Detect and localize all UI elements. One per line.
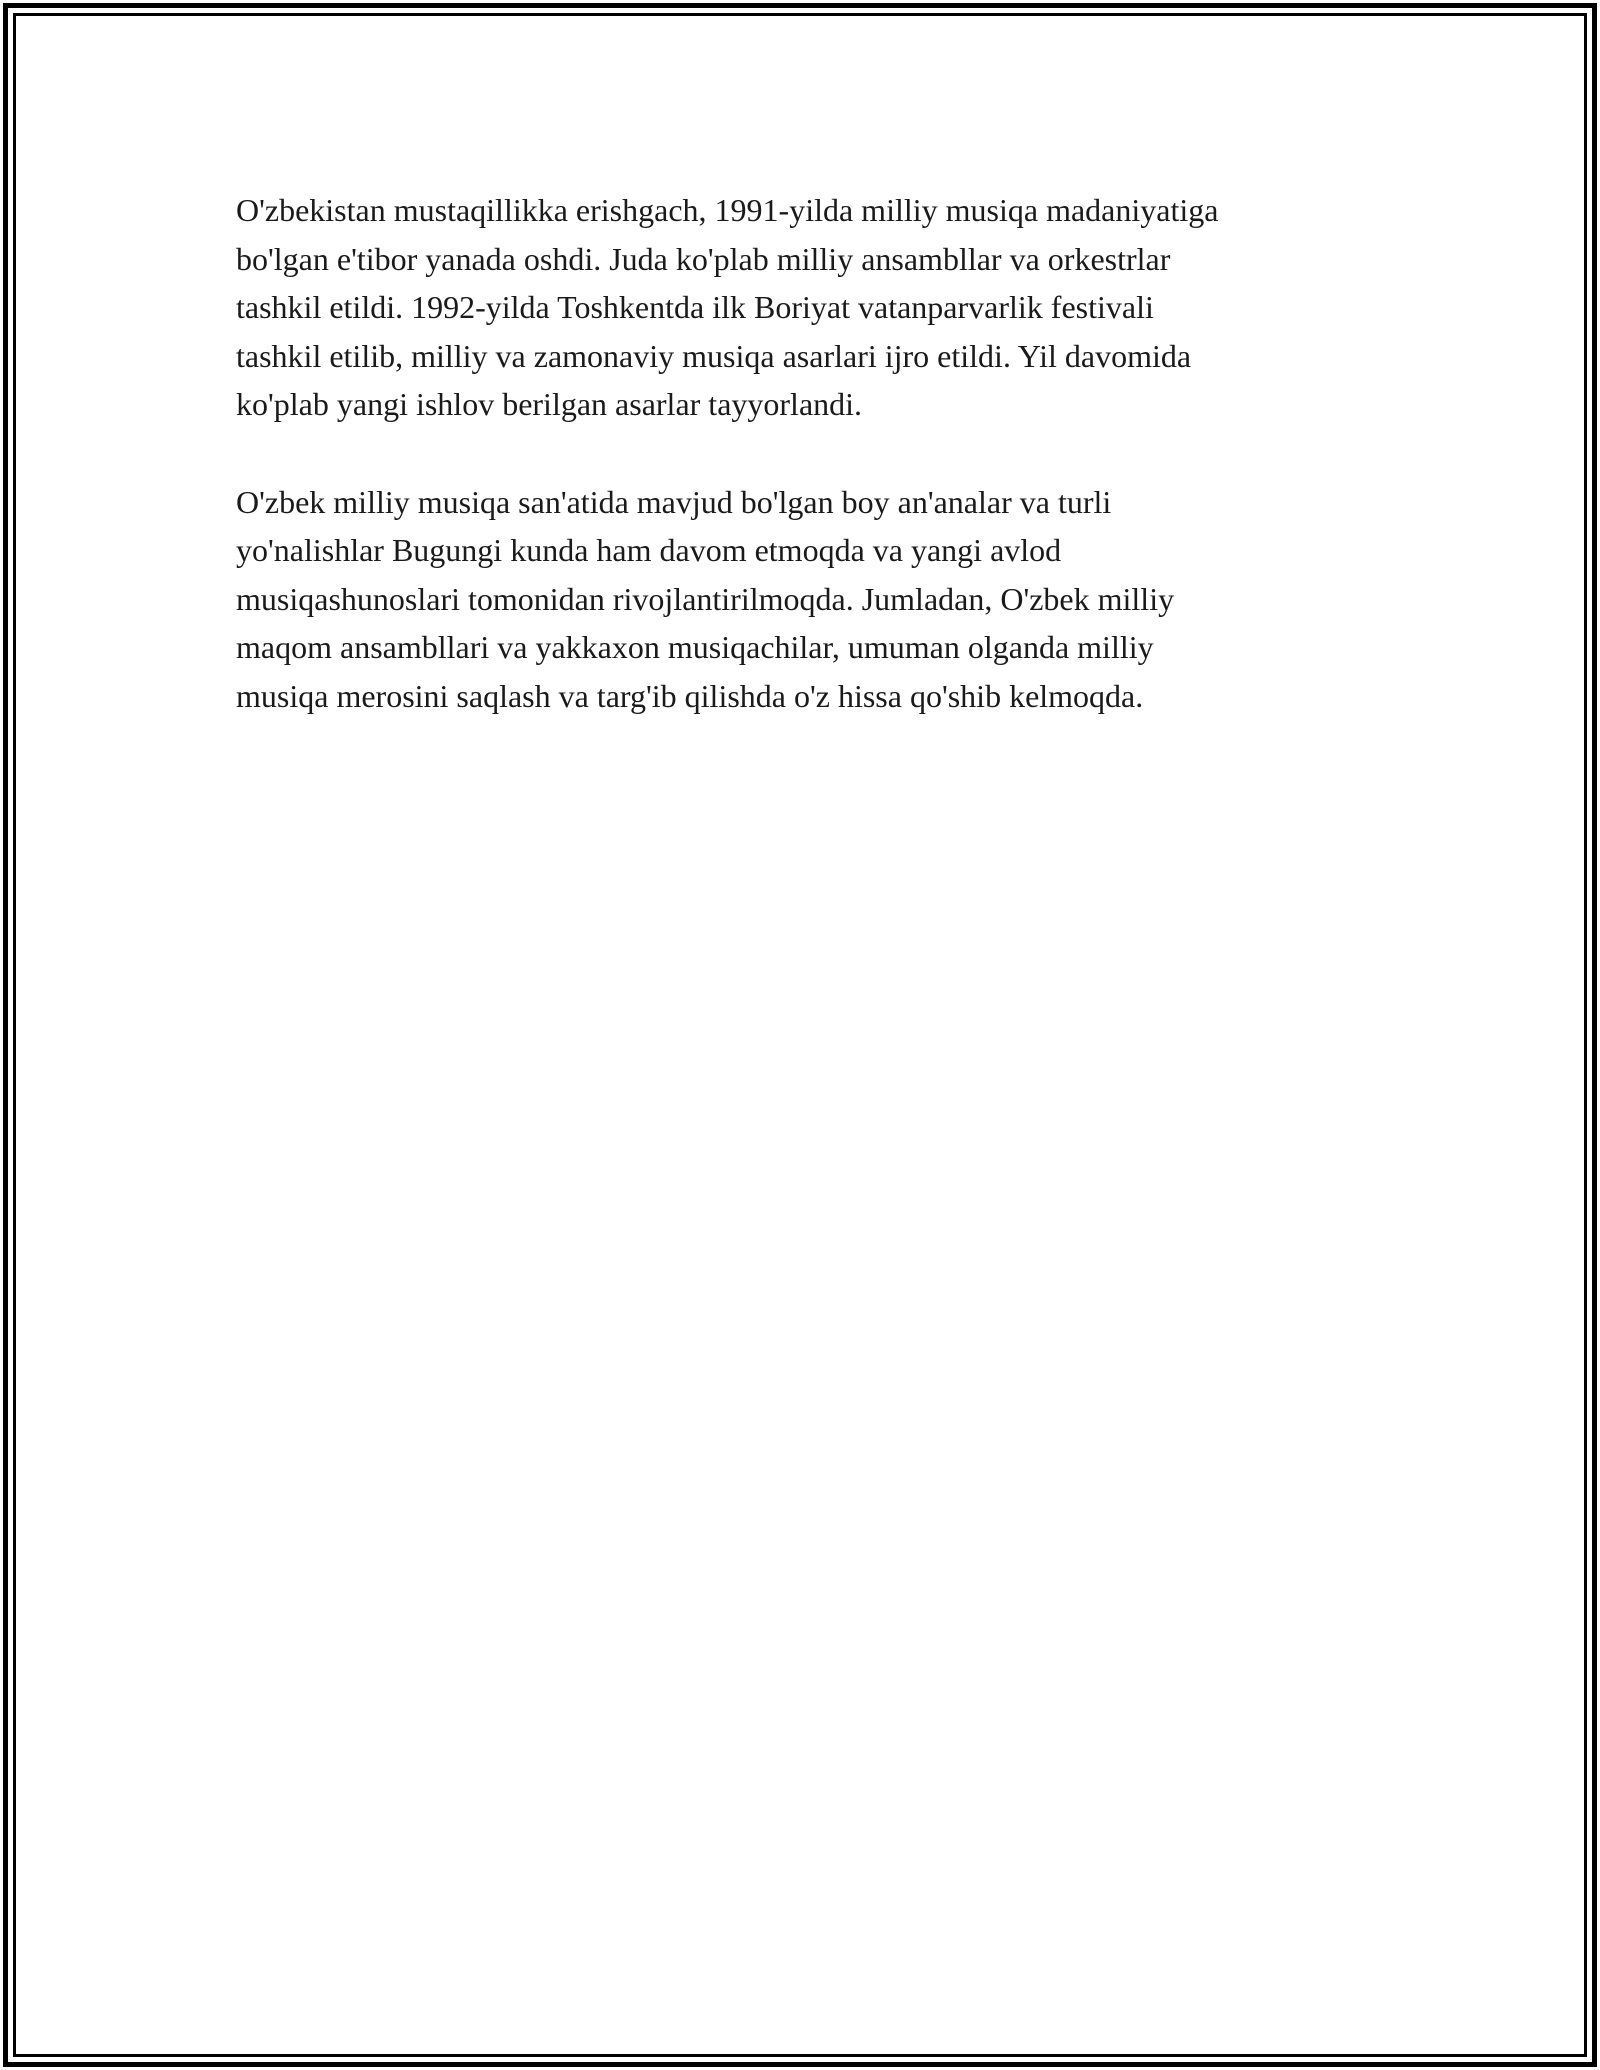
paragraph-line: ko'plab yangi ishlov berilgan asarlar tayyorlandi. [236, 386, 863, 422]
paragraph-line: yo'nalishlar Bugungi kunda ham davom etmoqda va yangi avlod [236, 532, 1062, 568]
paragraph-1 [236, 186, 1416, 429]
paragraph-line: O'zbekistan mustaqillikka erishgach, 1991-yilda milliy musiqa madaniyatiga [236, 192, 1219, 228]
paragraph-line: musiqa merosini saqlash va targ'ib qilishda o'z hissa qo'shib kelmoqda. [236, 677, 1144, 714]
paragraph-line: maqom ansambllari va yakkaxon musiqachilar, umuman olganda milliy [236, 629, 1154, 665]
paragraph-line: tashkil etilib, milliy va zamonaviy musiqa asarlari ijro etildi. Yil davomida [236, 337, 1192, 374]
paragraph-line: O'zbek milliy musiqa san'atida mavjud bo'lgan boy an'analar va turli [236, 483, 1112, 520]
paragraph-2 [236, 478, 1416, 721]
paragraph-line: bo'lgan e'tibor yanada oshdi. Juda ko'plab milliy ansambllar va orkestrlar [236, 240, 1171, 277]
document-body [236, 186, 1416, 720]
paragraph-line: tashkil etildi. 1992-yilda Toshkentda ilk Boriyat vatanparvarlik festivali [236, 289, 1154, 325]
paragraph-line: musiqashunoslari tomonidan rivojlantirilmoqda. Jumladan, O'zbek milliy [236, 580, 1175, 617]
